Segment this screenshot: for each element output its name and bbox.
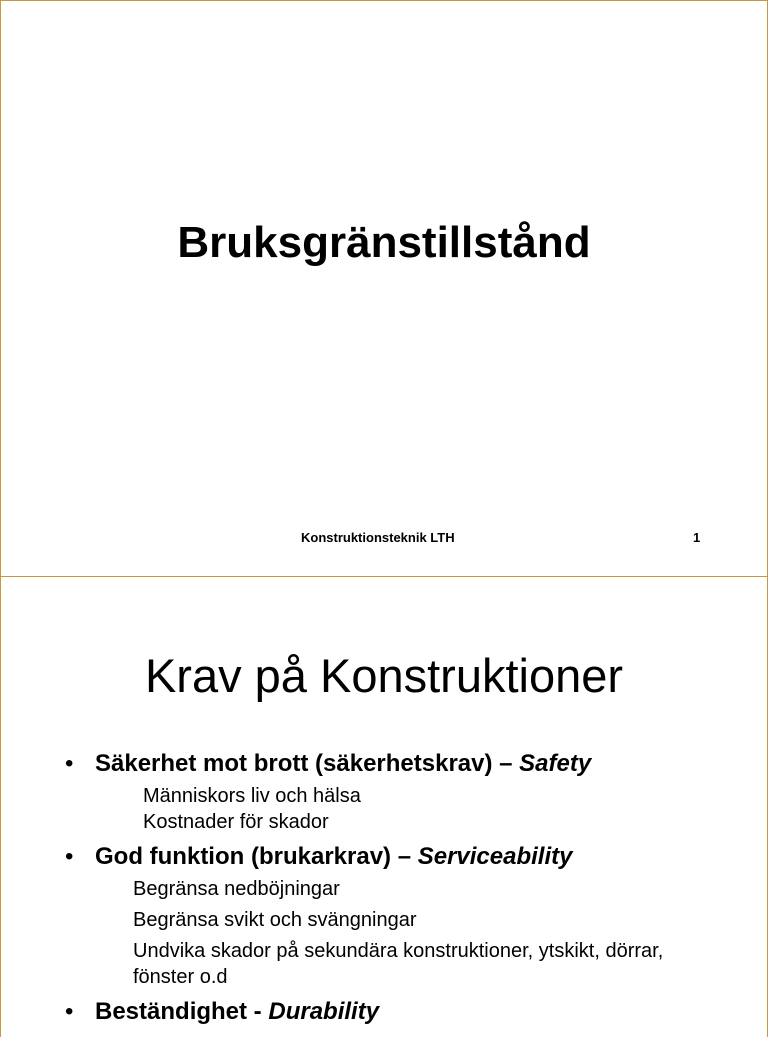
slide-2 — [0, 576, 768, 1037]
sub-item: Begränsa svikt och svängningar — [133, 909, 417, 931]
slide-title: Krav på Konstruktioner — [144, 649, 624, 702]
bullet-text: God funktion (brukarkrav) – — [95, 843, 412, 870]
bullet-text: Beständighet - — [95, 998, 262, 1025]
sub-item: Kostnader för skador — [143, 811, 329, 833]
bullet-emphasis: Serviceability — [417, 843, 573, 870]
sub-item: Människors liv och hälsa — [143, 785, 361, 807]
bullet-icon: • — [65, 750, 74, 777]
sub-item: Undvika skador på sekundära konstruktioner, ytskikt, dörrar, fönster o.d — [133, 940, 664, 988]
slide-footer: Konstruktionsteknik LTH — [301, 530, 455, 545]
bullet-emphasis: Durability — [268, 998, 380, 1025]
slide-title: Bruksgränstillstånd — [177, 218, 591, 267]
bullet-emphasis: Safety — [519, 750, 592, 777]
sub-item: Begränsa nedböjningar — [133, 878, 340, 900]
bullet-item — [65, 842, 572, 872]
bullet-text: Säkerhet mot brott (säkerhetskrav) – — [95, 750, 513, 777]
bullet-item — [65, 749, 591, 779]
page-number: 1 — [693, 530, 701, 545]
bullet-icon: • — [65, 998, 74, 1025]
bullet-icon: • — [65, 843, 74, 870]
bullet-item — [65, 997, 379, 1027]
